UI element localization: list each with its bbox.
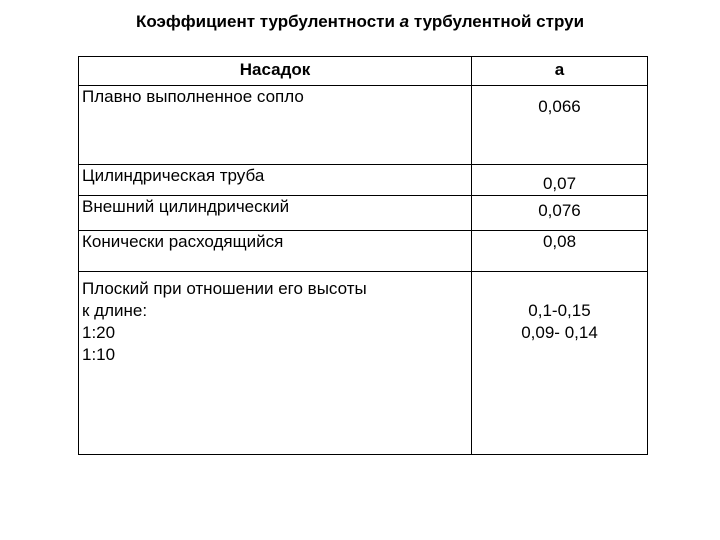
row-label [79,272,472,455]
label-line: к длине: [82,301,148,320]
row-value [472,231,648,272]
row-value [472,196,648,231]
row-label [79,231,472,272]
table-row [79,165,648,196]
table-row [79,196,648,231]
label-line: Плавно выполненное сопло [82,87,304,106]
label-line: Конически расходящийся [82,232,284,251]
row-label [79,196,472,231]
row-value [472,165,648,196]
value-line: 0,07 [542,174,577,193]
row-label [79,165,472,196]
title-suffix: турбулентной струи [409,12,585,31]
title-symbol: a [399,12,410,31]
value-line: 0,08 [542,232,577,251]
value-line: 0,09- 0,14 [521,323,598,342]
label-line: 1:20 [82,323,116,342]
table-header-row [79,57,648,86]
label-line: 1:10 [82,345,116,364]
label-line: Цилиндрическая труба [82,166,265,185]
value-line: 0,076 [538,201,581,220]
value-line: 0,066 [538,97,581,116]
header-a: а [472,57,648,86]
row-value [472,86,648,165]
table-row [79,86,648,165]
header-nozzle: Насадок [79,57,472,86]
row-value [472,272,648,455]
turbulence-table [78,56,648,455]
table-row [79,272,648,455]
page-title [0,12,720,32]
label-line: Внешний цилиндрический [82,197,290,216]
value-line: 0,1-0,15 [528,301,591,320]
label-line: Плоский при отношении его высоты [82,279,367,298]
table-row [79,231,648,272]
title-prefix: Коэффициент турбулентности [135,12,400,31]
row-label [79,86,472,165]
